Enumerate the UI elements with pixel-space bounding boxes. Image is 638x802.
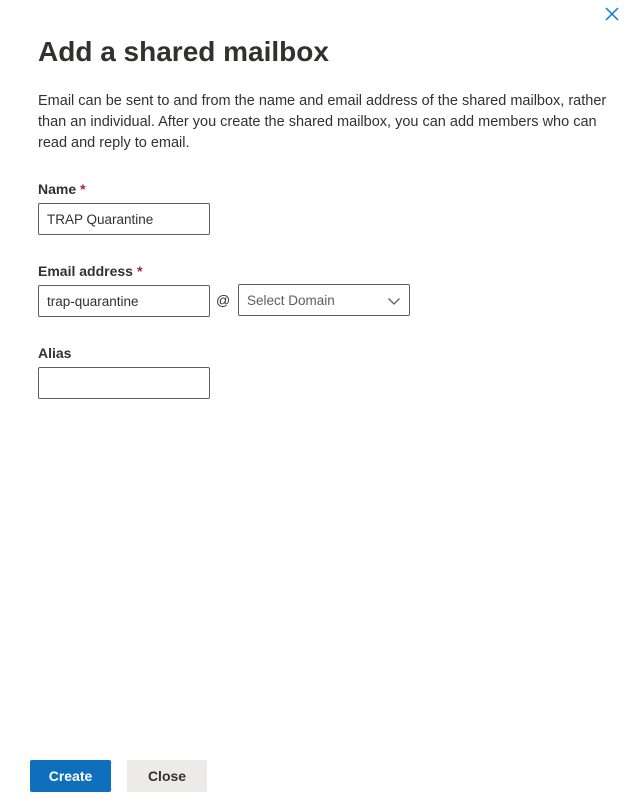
name-label — [38, 181, 86, 197]
close-icon[interactable] — [603, 5, 621, 23]
alias-label — [38, 345, 71, 361]
chevron-down-icon — [387, 294, 401, 308]
name-input[interactable] — [38, 203, 210, 235]
email-alias-input[interactable] — [38, 285, 210, 317]
close-button[interactable]: Close — [127, 760, 207, 792]
email-required-marker: * — [136, 263, 143, 279]
create-button[interactable]: Create — [30, 760, 111, 792]
at-symbol: @ — [216, 292, 231, 308]
alias-input[interactable] — [38, 367, 210, 399]
email-label-text: Email address — [38, 263, 133, 279]
domain-select-placeholder: Select Domain — [247, 293, 335, 308]
panel-description: Email can be sent to and from the name and email address of the shared mailbox, rather than an individual. After you create the shared mailbox, you can add members who can read and reply to email. — [38, 93, 607, 151]
name-required-marker: * — [80, 181, 86, 197]
domain-select[interactable] — [238, 284, 410, 316]
email-label — [38, 263, 142, 279]
panel-title: Add a shared mailbox — [38, 36, 329, 67]
alias-label-text: Alias — [38, 345, 72, 361]
name-label-text: Name — [38, 181, 77, 197]
